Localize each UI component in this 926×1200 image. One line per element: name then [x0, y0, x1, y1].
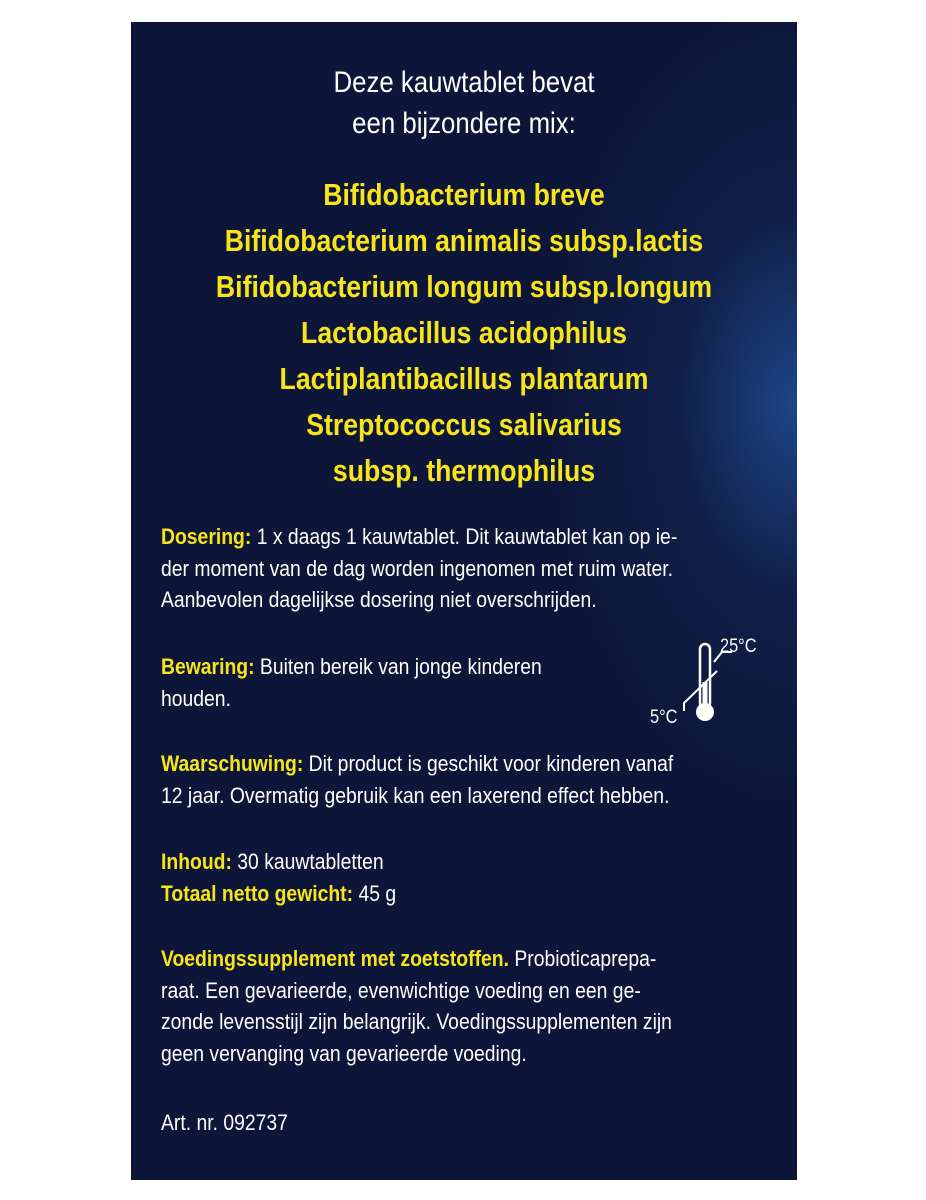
intro-line: Deze kauwtablet bevat	[333, 66, 595, 99]
strain-item: Lactobacillus acidophilus	[301, 315, 627, 350]
voeding-text: geen vervanging van gevarieerde voeding.	[161, 1040, 527, 1066]
dosering-text: 1 x daags 1 kauwtablet. Dit kauwtablet kan op ie-	[251, 524, 678, 549]
min-temperature: 5°C	[650, 707, 678, 728]
strain-item: Bifidobacterium breve	[323, 177, 605, 212]
intro-text	[178, 62, 751, 144]
max-temperature: 25°C	[720, 636, 757, 657]
article-number: Art. nr. 092737	[161, 1110, 288, 1135]
inhoud-value: 30 kauwtabletten	[231, 849, 384, 874]
label-panel	[131, 22, 797, 1180]
intro-line: een bijzondere mix:	[352, 107, 576, 140]
voeding-text: raat. Een gevarieerde, evenwichtige voeding en een ge-	[161, 977, 641, 1003]
strain-list	[178, 172, 751, 494]
bewaring-section	[161, 651, 542, 714]
waarschuwing-label: Waarschuwing:	[161, 751, 304, 776]
bewaring-label: Bewaring:	[161, 654, 255, 679]
waarschuwing-section	[161, 748, 673, 811]
voeding-section	[161, 943, 672, 1069]
strain-item: Streptococcus salivarius	[306, 407, 622, 442]
strain-item: Bifidobacterium animalis subsp.lactis	[224, 223, 704, 258]
bewaring-text: houden.	[161, 685, 231, 711]
voeding-label: Voedingssupplement met zoetstoffen.	[161, 946, 509, 971]
strain-item: Lactiplantibacillus plantarum	[279, 361, 649, 396]
gewicht-label: Totaal netto gewicht:	[161, 880, 354, 906]
inhoud-label: Inhoud:	[161, 849, 232, 874]
dosering-text: der moment van de dag worden ingenomen met ruim water.	[161, 555, 673, 581]
gewicht-value: 45 g	[353, 880, 397, 906]
bewaring-text: Buiten bereik van jonge kinderen	[254, 654, 542, 679]
waarschuwing-text: 12 jaar. Overmatig gebruik kan een laxerend effect hebben.	[161, 782, 670, 808]
strain-item: subsp. thermophilus	[332, 453, 596, 488]
dosering-label: Dosering:	[161, 524, 252, 549]
waarschuwing-text: Dit product is geschikt voor kinderen vanaf	[303, 751, 674, 776]
storage-temperature-graphic	[644, 637, 774, 727]
strain-item: Bifidobacterium longum subsp.longum	[215, 269, 713, 304]
voeding-text: Probioticaprepa-	[508, 946, 657, 971]
dosering-text: Aanbevolen dagelijkse dosering niet overschrijden.	[161, 587, 597, 612]
voeding-text: zonde levensstijl zijn belangrijk. Voedingssupplementen zijn	[161, 1009, 672, 1034]
content-section	[161, 846, 396, 909]
dosering-section	[161, 521, 677, 616]
